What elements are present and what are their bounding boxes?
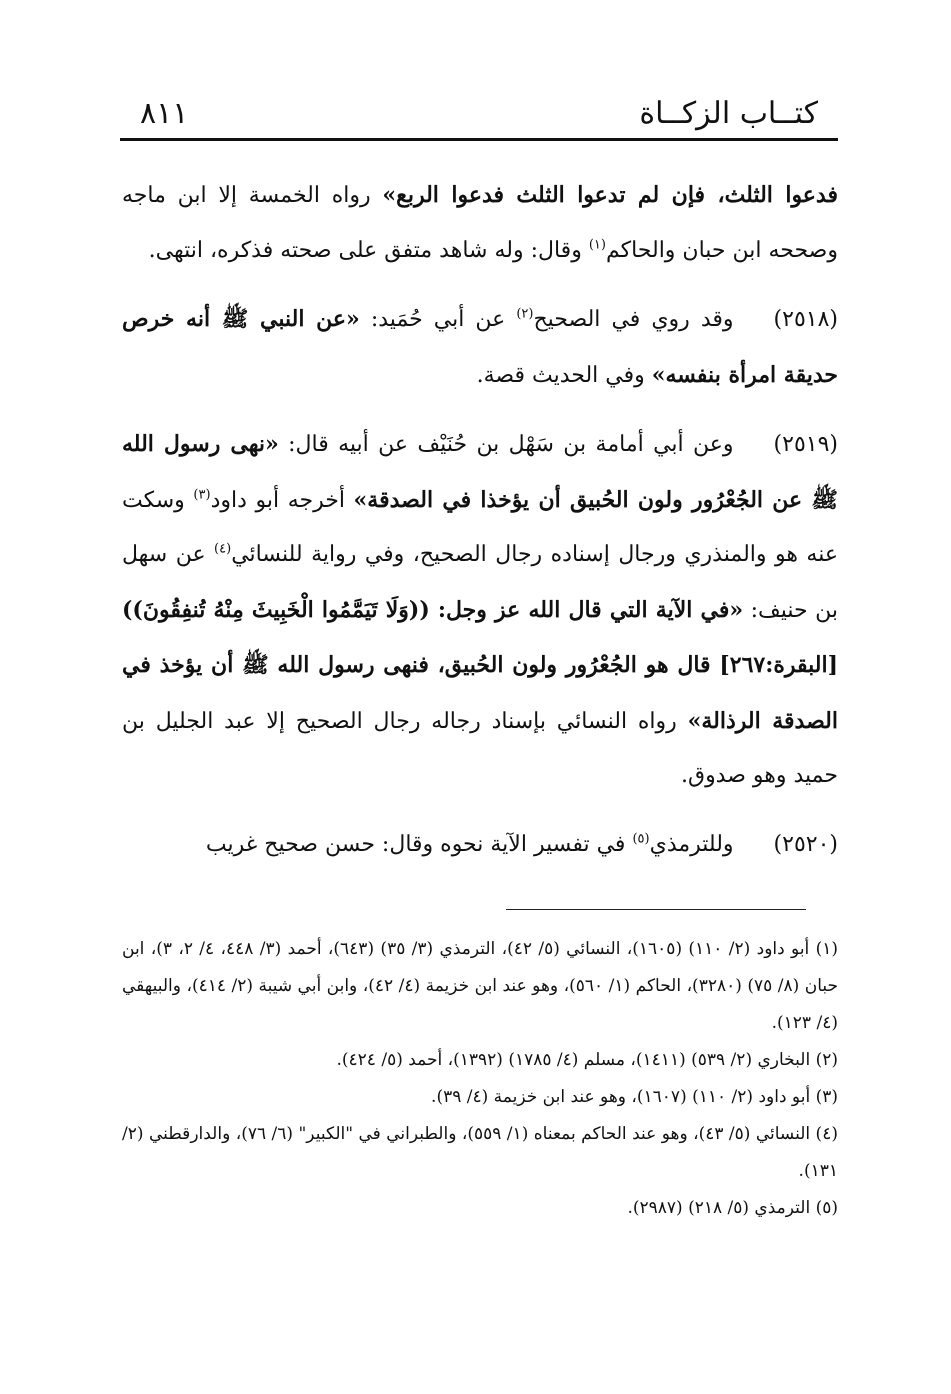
footnote-ref-4[interactable]: (٤) (214, 541, 232, 557)
footnote-separator (506, 909, 806, 910)
text-span: عن سهل بن حنيف: (122, 542, 839, 623)
text-span: رواه الخمسة إلا ابن ماجه وصححه ابن حبان والحاكم (122, 183, 838, 263)
hadith-number: (٢٥١٨) (773, 307, 838, 332)
footnote-5: (٥) الترمذي (٥/ ٢١٨) (٢٩٨٧). (627, 1198, 838, 1218)
footnote-2: (٢) البخاري (٢/ ٥٣٩) (١٤١١)، مسلم (٤/ ١٧٨٥) (١٣٩٢)، أحمد (٥/ ٤٢٤). (336, 1050, 838, 1070)
footnote-1: (١) أبو داود (٢/ ١١٠) (١٦٠٥)، النسائي (٥/ ٤٢)، الترمذي (٣/ ٣٥) (٦٤٣)، أحمد (٣/ ٤٤٨، ٤/ ٢، ٣)، ابن حبان (٨/ ٧٥) (٣٢٨٠)، الحاكم (١/ ٥٦٠)، وهو عند ابن خزيمة (٤/ ٤٢)، وابن أبي شيبة (٢/ ٤١٤)، والبيهقي (٤/ ١٢٣). (122, 939, 839, 1033)
footnote-ref-3[interactable]: (٣) (193, 487, 211, 503)
text-span: في تفسير الآية نحوه وقال: حسن صحيح غريب (205, 831, 633, 857)
hadith-quote: «نهى رسول الله ﷺ عن الجُعْرُور ولون الحُبيق أن يؤخذا في الصدقة» (122, 431, 839, 513)
text-span: وللترمذي (649, 831, 734, 857)
hadith-quote: فدعوا الثلث، فإن لم تدعوا الثلث فدعوا الربع» (382, 182, 838, 208)
hadith-number: (٢٥٢٠) (773, 831, 838, 857)
hadith-number: (٢٥١٩) (773, 432, 838, 457)
header-rule (120, 138, 838, 141)
footnote-ref-5[interactable]: (٥) (632, 831, 650, 847)
text-span: وقد روي في الصحيح (533, 307, 734, 332)
paragraph-1 (122, 168, 838, 278)
hadith-quote: «عن النبي ﷺ أنه خرص حديقة امرأة بنفسه» (122, 306, 838, 388)
text-span: عن أبي حُمَيد: (359, 307, 517, 332)
text-span: وقال: وله شاهد متفق على صحته فذكره، انتهى. (148, 237, 589, 263)
footnotes (122, 931, 838, 1227)
paragraph-2520 (122, 818, 838, 873)
book-title: كتــاب الزكــاة (639, 96, 818, 131)
text-span: أخرجه أبو داود (210, 487, 354, 513)
footnote-ref-1[interactable]: (١) (588, 237, 606, 253)
paragraph-2519 (122, 417, 838, 804)
paragraph-2518 (122, 292, 838, 403)
text-span: رواه النسائي بإسناد رجاله رجال الصحيح إلا عبد الجليل بن حميد وهو صدوق. (122, 708, 838, 788)
footnote-3: (٣) أبو داود (٢/ ١١٠) (١٦٠٧)، وهو عند ابن خزيمة (٤/ ٣٩). (431, 1087, 838, 1107)
main-text (122, 168, 838, 886)
footnote-ref-2[interactable]: (٢) (516, 306, 534, 322)
text-span: وسكت عنه هو والمنذري ورجال إسناده رجال الصحيح، وفي رواية للنسائي (122, 487, 838, 567)
text-span: وفي الحديث قصة. (476, 362, 652, 388)
hadith-quote: «في الآية التي قال الله عز وجل: ((وَلَا تَيَمَّمُوا الْخَبِيثَ مِنْهُ تُنفِقُونَ)) [البقرة:٢٦٧] قال هو الجُعْرُور ولون الحُبيق، فنهى رسول الله ﷺ أن يؤخذ في الصدقة الرذالة» (122, 596, 838, 734)
page-header (120, 92, 838, 136)
text-span: وعن أبي أمامة بن سَهْل بن حُنَيْف عن أبيه قال: (278, 432, 734, 457)
footnote-4: (٤) النسائي (٥/ ٤٣)، وهو عند الحاكم بمعناه (١/ ٥٥٩)، والطبراني في "الكبير" (٦/ ٧٦)، والدارقطني (٢/ ١٣١). (122, 1124, 838, 1181)
page-number: ٨١١ (140, 96, 189, 131)
